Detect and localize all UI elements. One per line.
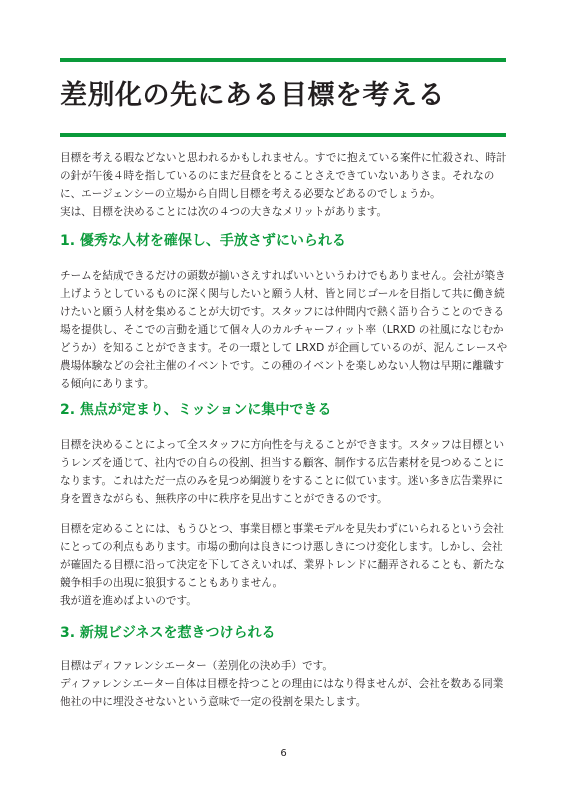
section-3-heading: 3. 新規ビジネスを惹きつけられる <box>60 625 276 641</box>
section-2-paragraph-1: 目標を決めることによって全スタッフに方向性を与えることができます。スタッフは目標というレンズを通じて、社内での自らの役割、担当する顧客、制作する広告素材を見つめることになります。これはただ一点のみを見つめ綱渡りをすることに似ています。迷い多き広告業界に身を置きながらも、無秩序の中に秩序を見出すことができるのです。 <box>60 439 505 505</box>
section-1-heading: 1. 優秀な人材を確保し、手放さずにいられる <box>60 233 346 249</box>
section-2-heading: 2. 焦点が定まり、ミッションに集中できる <box>60 402 332 418</box>
page-title: 差別化の先にある目標を考える <box>60 80 445 111</box>
section-3-paragraph-1: 目標はディファレンシエーター（差別化の決め手）です。 ディファレンシエーター自体は目標を持つことの理由にはなり得ませんが、会社を数ある同業他社の中に埋没させないという意味で一定の役割を果たします。 <box>60 660 504 708</box>
title-rule-bottom <box>60 133 506 137</box>
page-number: 6 <box>280 748 287 759</box>
section-2-paragraph-2: 目標を定めることには、もうひとつ、事業目標と事業モデルを見失わずにいられるという会社にとっての利点もあります。市場の動向は良きにつけ悪しきにつけ変化します。しかし、会社が確固たる目標に沿って決定を下してさえいれば、業界トレンドに翻弄されることも、新たな競争相手の出現に狼狽することもありません。 我が道を進めばよいのです。 <box>60 523 505 607</box>
title-rule-top <box>60 58 506 62</box>
intro-paragraph: 目標を考える暇などないと思われるかもしれません。すでに抱えている案件に忙殺され、時計の針が午後４時を指しているのにまだ昼食をとることさえできていないありさま。それなのに、エージェンシーの立場から自問し目標を考える必要などあるのでしょうか。 実は、目標を決めることには次の４つの大きなメリットがあります。 <box>60 152 507 218</box>
section-1-paragraph-1: チームを結成できるだけの頭数が揃いさえすればいいというわけでもありません。会社が築き上げようとしているものに深く関与したいと願う人材、皆と同じゴールを目指して共に働き続けたいと願う人材を集めることが大切です。スタッフには仲間内で熱く語り合うことのできる場を提供し、そこでの言動を通じて個々人のカルチャーフィット率（LRXD の社風になじむかどうか）を知ることができます。その一環として LRXD が企画しているのが、泥んこレースや農場体験などの会社主催のイベントです。この種のイベントを楽しめない人物は早期に離職する傾向にあります。 <box>60 270 508 390</box>
